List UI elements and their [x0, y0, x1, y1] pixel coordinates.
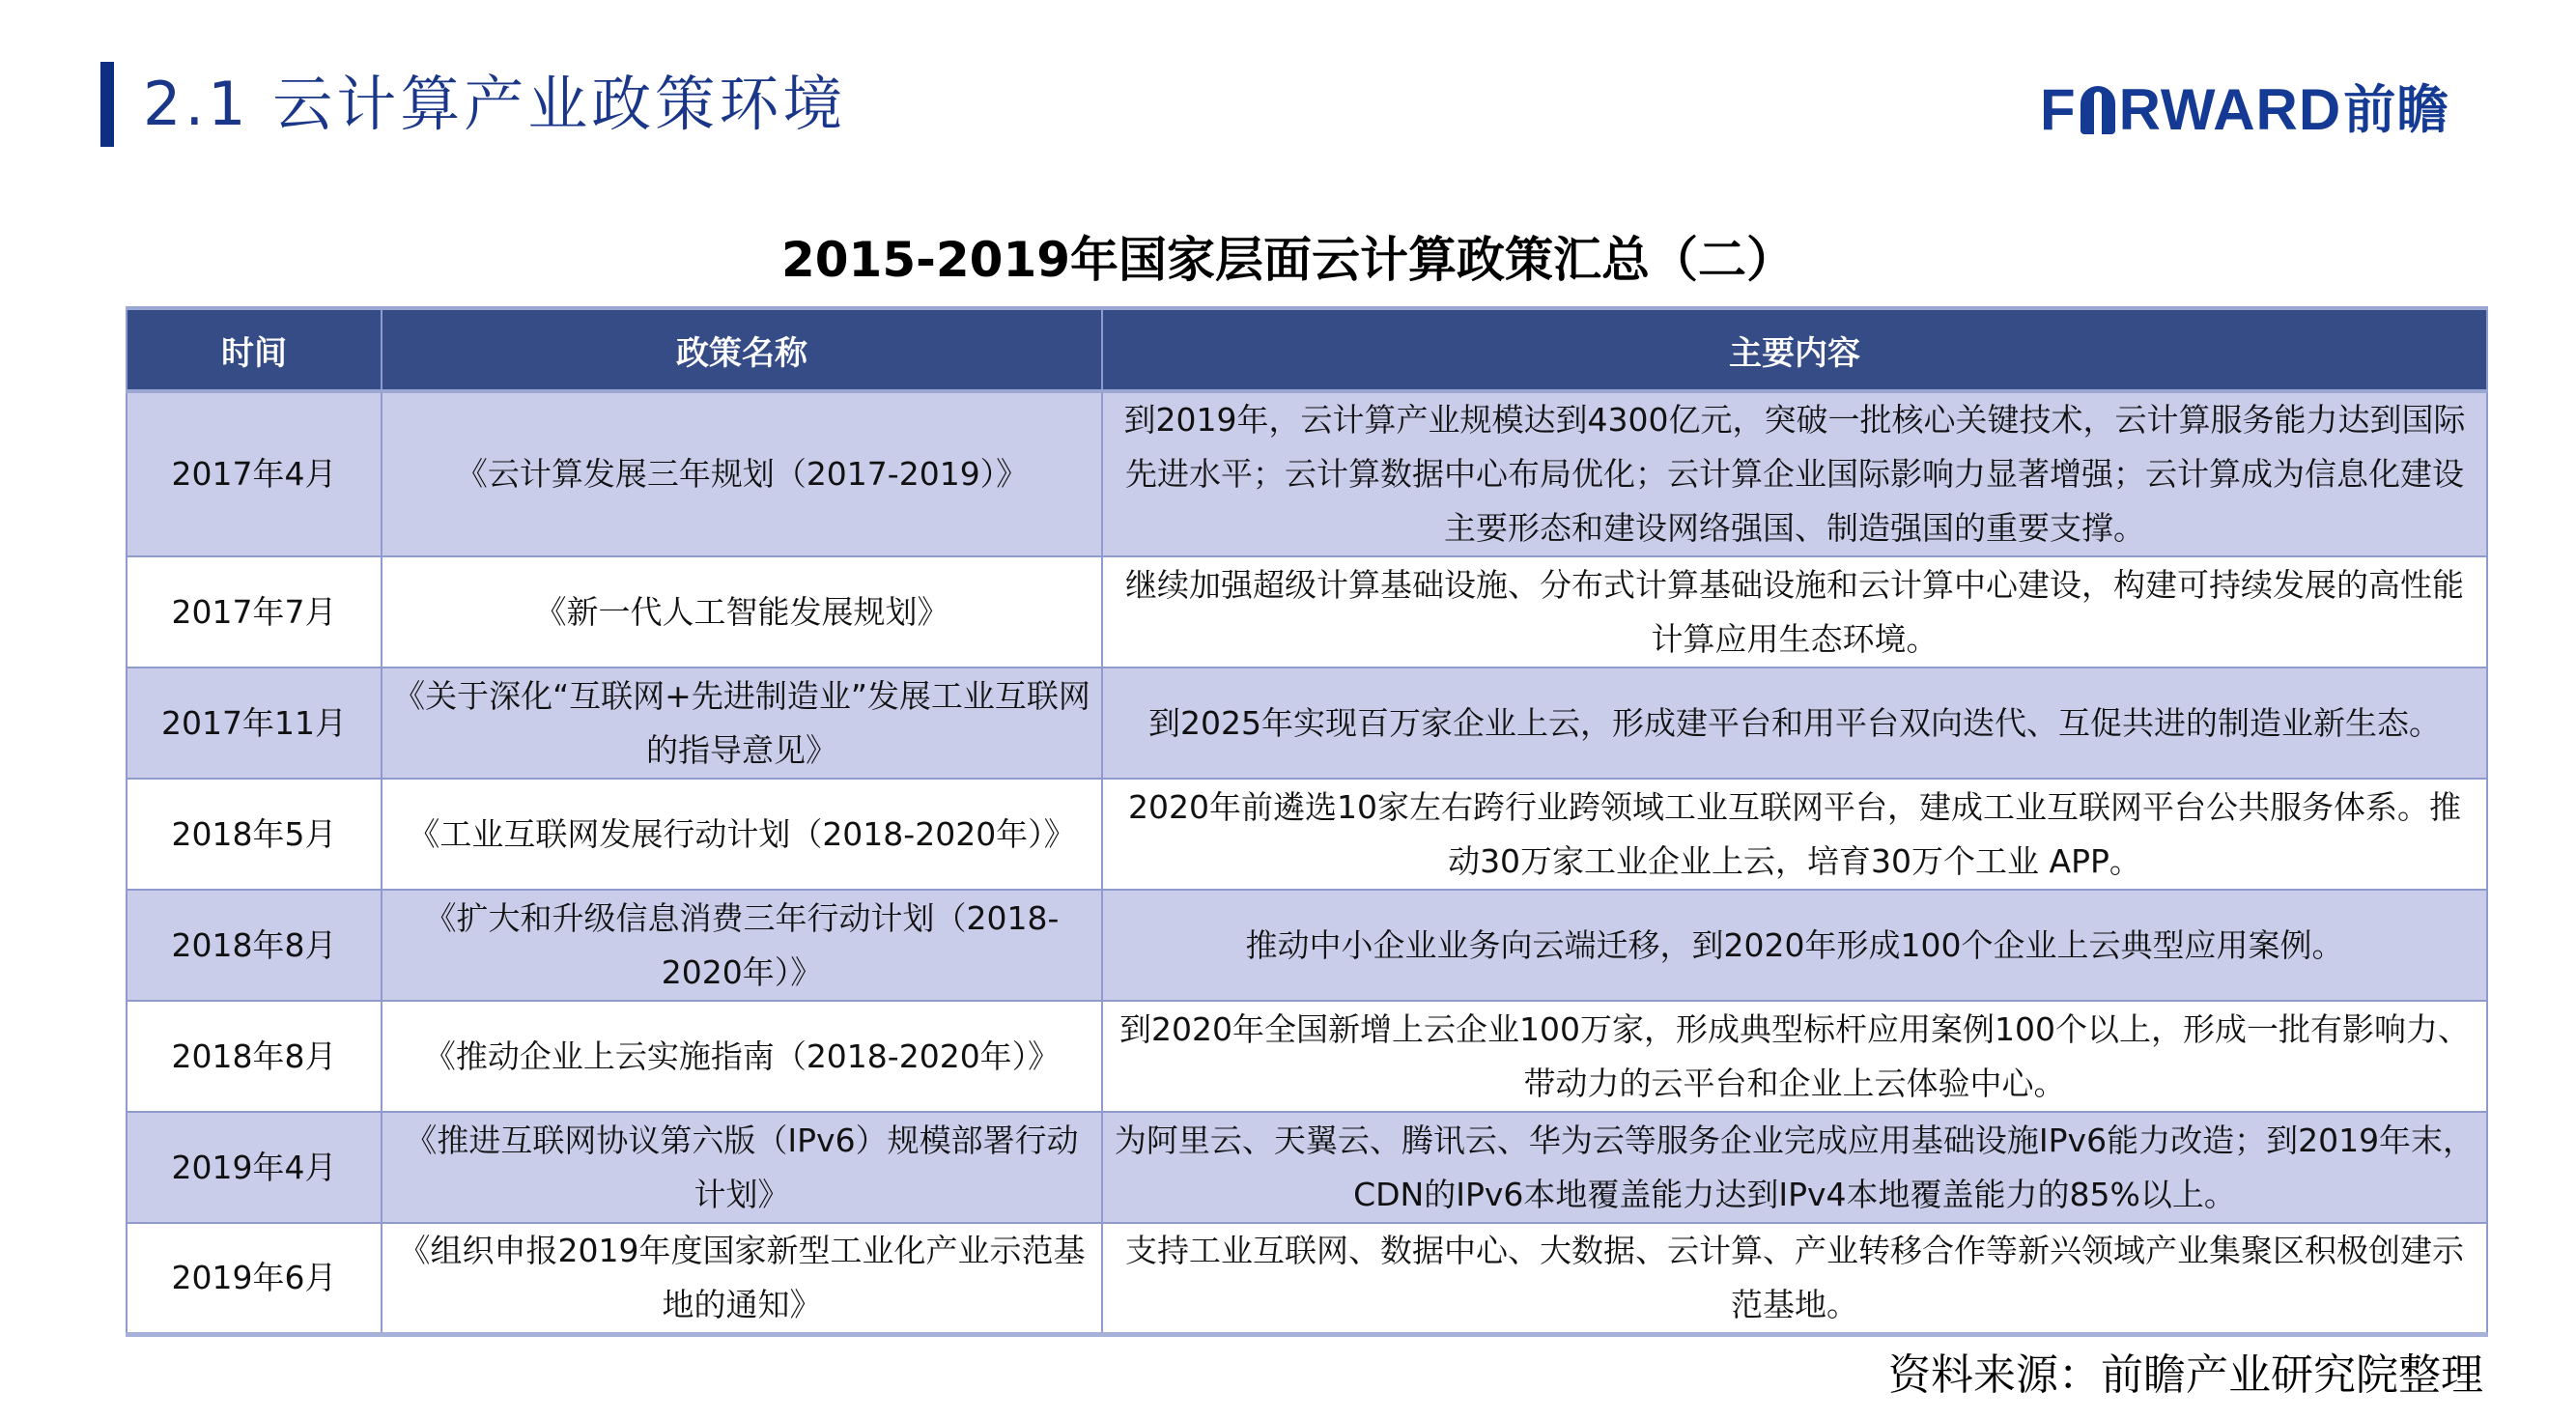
cell-time: 2019年4月: [127, 1112, 382, 1223]
cell-policy: 《组织申报2019年度国家新型工业化产业示范基地的通知》: [382, 1223, 1102, 1335]
cell-content: 推动中小企业业务向云端迁移，到2020年形成100个企业上云典型应用案例。: [1102, 890, 2487, 1001]
cell-content: 到2025年实现百万家企业上云，形成建平台和用平台双向迭代、互促共进的制造业新生态。: [1102, 667, 2487, 779]
cell-policy: 《云计算发展三年规划（2017-2019）》: [382, 391, 1102, 556]
cell-content: 到2019年，云计算产业规模达到4300亿元，突破一批核心关键技术，云计算服务能力达到国际先进水平；云计算数据中心布局优化；云计算企业国际影响力显著增强；云计算成为信息化建设主要形态和建设网络强国、制造强国的重要支撑。: [1102, 391, 2487, 556]
logo-text-f: F: [2040, 77, 2077, 142]
table-title: 2015-2019年国家层面云计算政策汇总（二）: [780, 232, 1796, 288]
logo-text-cn: 前瞻: [2343, 79, 2450, 140]
cell-content: 继续加强超级计算基础设施、分布式计算基础设施和云计算中心建设，构建可持续发展的高性能计算应用生态环境。: [1102, 556, 2487, 667]
cell-time: 2017年11月: [127, 667, 382, 779]
page-title: 2.1 云计算产业政策环境: [143, 69, 847, 139]
logo-text-rward: RWARD: [2118, 77, 2342, 142]
cell-policy: 《推动企业上云实施指南（2018-2020年）》: [382, 1001, 1102, 1112]
cell-policy: 《新一代人工智能发展规划》: [382, 556, 1102, 667]
cell-policy: 《关于深化“互联网+先进制造业”发展工业互联网的指导意见》: [382, 667, 1102, 779]
column-header-policy: 政策名称: [382, 308, 1102, 391]
cell-time: 2017年7月: [127, 556, 382, 667]
cell-time: 2019年6月: [127, 1223, 382, 1335]
section-accent-bar: [100, 62, 114, 147]
cell-content: 为阿里云、天翼云、腾讯云、华为云等服务企业完成应用基础设施IPv6能力改造；到2019年末，CDN的IPv6本地覆盖能力达到IPv4本地覆盖能力的85%以上。: [1102, 1112, 2487, 1223]
table-row: [127, 890, 2487, 1001]
cell-time: 2018年8月: [127, 890, 382, 1001]
cell-content: 支持工业互联网、数据中心、大数据、云计算、产业转移合作等新兴领域产业集聚区积极创建示范基地。: [1102, 1223, 2487, 1335]
cell-policy: 《工业互联网发展行动计划（2018-2020年）》: [382, 779, 1102, 890]
policy-table: [126, 306, 2488, 1337]
table-row: [127, 1001, 2487, 1112]
cell-content: 到2020年全国新增上云企业100万家，形成典型标杆应用案例100个以上，形成一批有影响力、带动力的云平台和企业上云体验中心。: [1102, 1001, 2487, 1112]
table-row: [127, 391, 2487, 556]
forward-logo: [2040, 77, 2450, 142]
table-row: [127, 667, 2487, 779]
lighthouse-icon: [2081, 86, 2115, 134]
table-row: [127, 1223, 2487, 1335]
cell-time: 2018年8月: [127, 1001, 382, 1112]
table-header-row: [127, 308, 2487, 391]
cell-policy: 《扩大和升级信息消费三年行动计划（2018-2020年）》: [382, 890, 1102, 1001]
table-row: [127, 1112, 2487, 1223]
cell-content: 2020年前遴选10家左右跨行业跨领域工业互联网平台，建成工业互联网平台公共服务体系。推动30万家工业企业上云，培育30万个工业 APP。: [1102, 779, 2487, 890]
cell-time: 2018年5月: [127, 779, 382, 890]
column-header-time: 时间: [127, 308, 382, 391]
table-row: [127, 779, 2487, 890]
column-header-content: 主要内容: [1102, 308, 2487, 391]
cell-policy: 《推进互联网协议第六版（IPv6）规模部署行动计划》: [382, 1112, 1102, 1223]
table-row: [127, 556, 2487, 667]
cell-time: 2017年4月: [127, 391, 382, 556]
source-note: 资料来源：前瞻产业研究院整理: [1888, 1350, 2483, 1400]
